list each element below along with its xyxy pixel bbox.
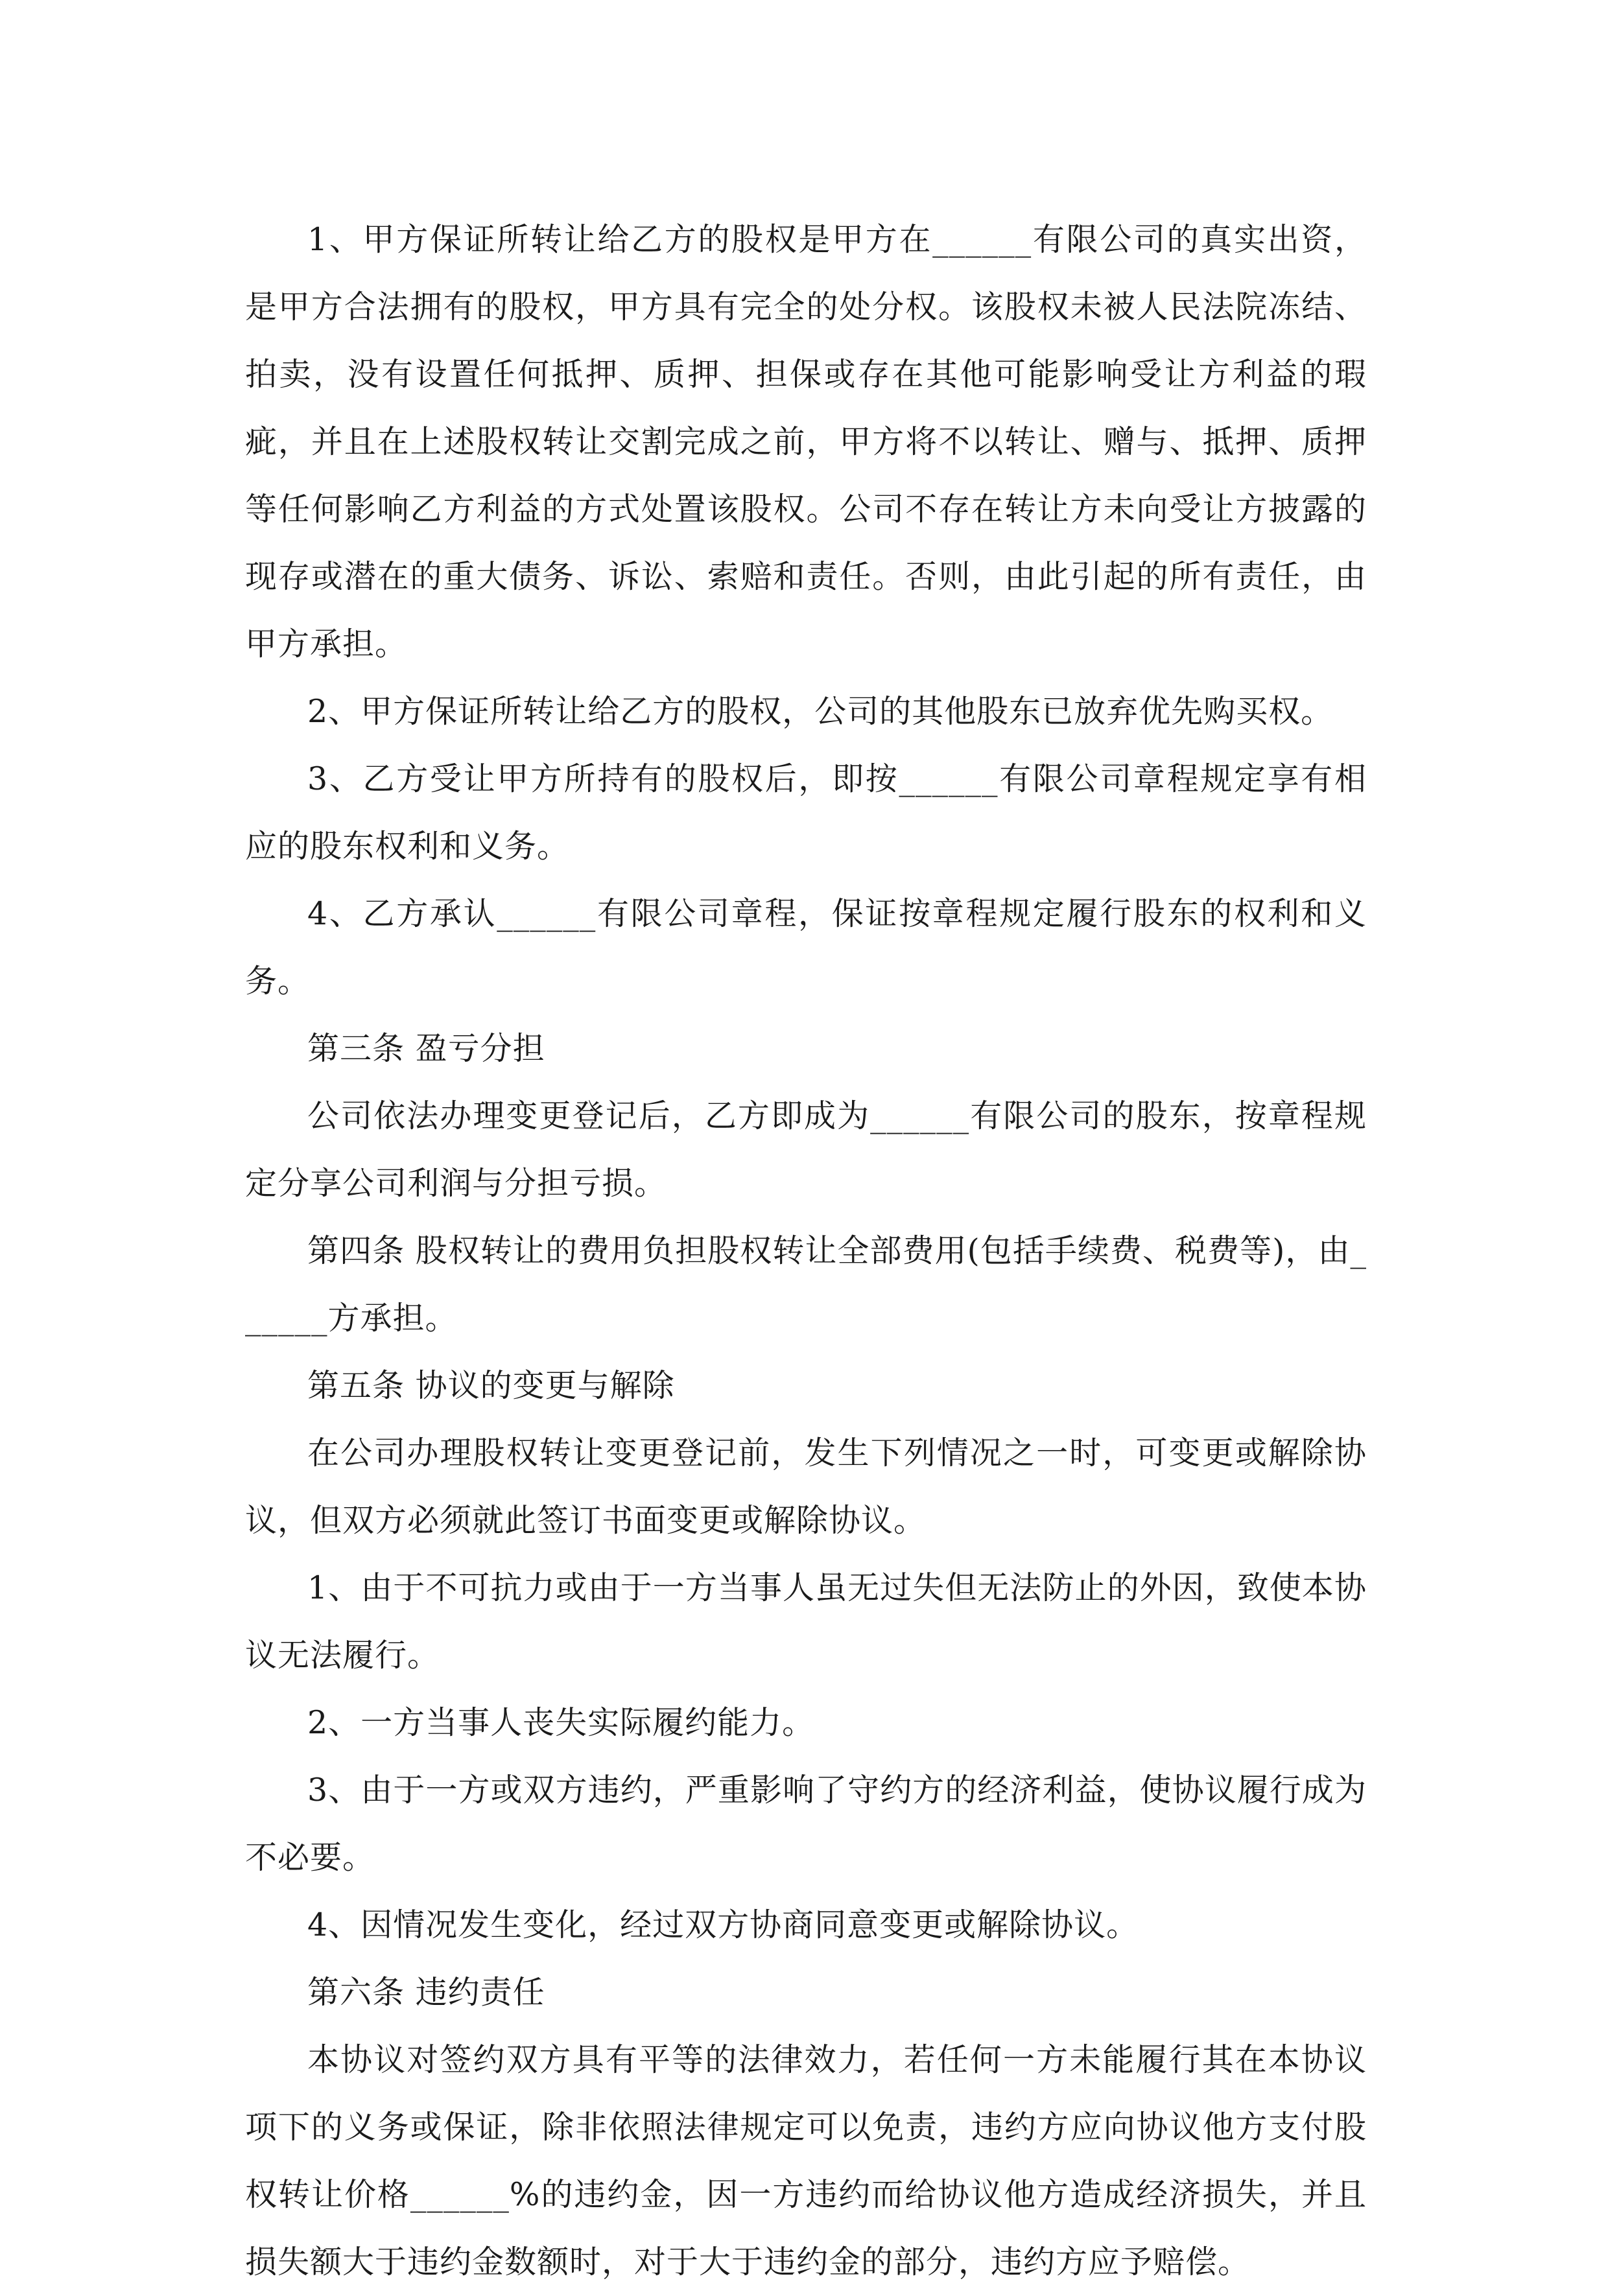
heading-article-3: 第三条 盈亏分担 — [307, 1030, 545, 1067]
document-body — [245, 206, 1367, 2296]
heading-article-6: 第六条 违约责任 — [307, 1974, 545, 2011]
paragraph-modification-intro: 在公司办理股权转让变更登记前，发生下列情况之一时，可变更或解除协议，但双方必须就此签订书面变更或解除协议。 — [245, 1435, 1367, 1539]
paragraph-modification-4: 4、因情况发生变化，经过双方协商同意变更或解除协议。 — [307, 1906, 1139, 1943]
heading-article-5: 第五条 协议的变更与解除 — [307, 1367, 675, 1404]
paragraph-warranty-2: 2、甲方保证所转让给乙方的股权，公司的其他股东已放弃优先购买权。 — [307, 693, 1334, 730]
paragraph-modification-3: 3、由于一方或双方违约，严重影响了守约方的经济利益，使协议履行成为不必要。 — [245, 1772, 1367, 1876]
paragraph-modification-1: 1、由于不可抗力或由于一方当事人虽无过失但无法防止的外因，致使本协议无法履行。 — [245, 1569, 1367, 1674]
paragraph-warranty-1: 1、甲方保证所转让给乙方的股权是甲方在______有限公司的真实出资，是甲方合法拥有的股权，甲方具有完全的处分权。该股权未被人民法院冻结、拍卖，没有设置任何抵押、质押、担保或存在其他可能影响受让方利益的瑕疵，并且在上述股权转让交割完成之前，甲方将不以转让、赠与、抵押、质押等任何影响乙方利益的方式处置该股权。公司不存在转让方未向受让方披露的现存或潜在的重大债务、诉讼、索赔和责任。否则，由此引起的所有责任，由甲方承担。 — [245, 221, 1367, 662]
paragraph-warranty-3: 3、乙方受让甲方所持有的股权后，即按______有限公司章程规定享有相应的股东权利和义务。 — [245, 760, 1367, 865]
paragraph-modification-2: 2、一方当事人丧失实际履约能力。 — [307, 1704, 815, 1741]
paragraph-breach-liability: 本协议对签约双方具有平等的法律效力，若任何一方未能履行其在本协议项下的义务或保证，除非依照法律规定可以免责，违约方应向协议他方支付股权转让价格______%的违约金，因一方违约而给协议他方造成经济损失，并且损失额大于违约金数额时，对于大于违约金的部分，违约方应予赔偿。 — [245, 2041, 1367, 2280]
paragraph-warranty-4: 4、乙方承认______有限公司章程，保证按章程规定履行股东的权利和义务。 — [245, 895, 1367, 1000]
paragraph-article-4-fees: 第四条 股权转让的费用负担股权转让全部费用(包括手续费、税费等)，由______方承担。 — [245, 1232, 1367, 1337]
paragraph-profit-loss: 公司依法办理变更登记后，乙方即成为______有限公司的股东，按章程规定分享公司利润与分担亏损。 — [245, 1097, 1367, 1202]
